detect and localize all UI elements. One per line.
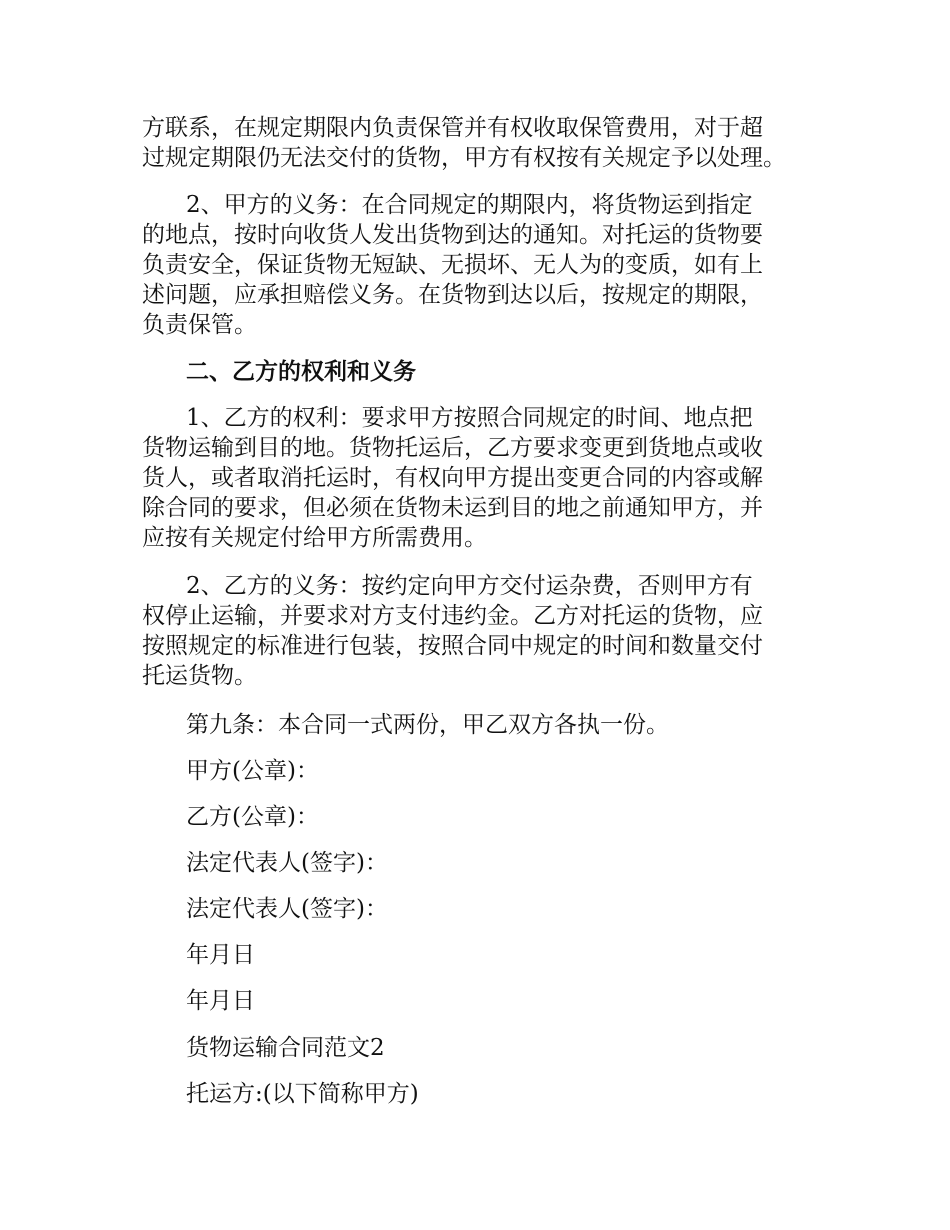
text-line: 托运货物。: [142, 663, 257, 689]
text-line: 权停止运输，并要求对方支付违约金。乙方对托运的货物，应: [142, 603, 763, 629]
paragraph-party-a-obligations: [142, 190, 822, 340]
text-line: 货人，或者取消托运时，有权向甲方提出变更合同的内容或解: [142, 465, 763, 491]
sample-contract-title: 货物运输合同范文2: [186, 1035, 385, 1061]
article-nine: 第九条：本合同一式两份，甲乙双方各执一份。: [186, 712, 669, 738]
paragraph-party-b-rights: [142, 403, 822, 553]
text-line: 方联系，在规定期限内负责保管并有权收取保管费用，对于超: [142, 115, 763, 141]
date-line-a: 年月日: [186, 942, 255, 968]
date-line-b: 年月日: [186, 988, 255, 1014]
party-b-seal-line: 乙方(公章)：: [186, 804, 319, 830]
shipper-line: 托运方:(以下简称甲方): [186, 1081, 419, 1107]
text-line: 的地点，按时向收货人发出货物到达的通知。对托运的货物要: [142, 222, 763, 248]
paragraph-party-b-obligations: [142, 571, 822, 691]
text-line: 应按有关规定付给甲方所需费用。: [142, 525, 487, 551]
legal-rep-signature-b: 法定代表人(签字)：: [186, 896, 388, 922]
party-a-seal-line: 甲方(公章)：: [186, 758, 319, 784]
section-heading-party-b: 二、乙方的权利和义务: [186, 359, 416, 385]
text-line: 按照规定的标准进行包装，按照合同中规定的时间和数量交付: [142, 633, 763, 659]
text-line: 除合同的要求，但必须在货物未运到目的地之前通知甲方，并: [142, 495, 763, 521]
text-line: 货物运输到目的地。货物托运后，乙方要求变更到货地点或收: [142, 435, 763, 461]
text-line: 2、甲方的义务：在合同规定的期限内，将货物运到指定: [186, 192, 753, 218]
text-line: 1、乙方的权利：要求甲方按照合同规定的时间、地点把: [186, 405, 753, 431]
text-line: 述问题，应承担赔偿义务。在货物到达以后，按规定的期限，: [142, 282, 763, 308]
text-line: 负责保管。: [142, 312, 257, 338]
paragraph-storage-clause: [142, 113, 822, 173]
text-line: 过规定期限仍无法交付的货物，甲方有权按有关规定予以处理。: [142, 145, 786, 171]
text-line: 2、乙方的义务：按约定向甲方交付运杂费，否则甲方有: [186, 573, 753, 599]
legal-rep-signature-a: 法定代表人(签字)：: [186, 850, 388, 876]
text-line: 负责安全，保证货物无短缺、无损坏、无人为的变质，如有上: [142, 252, 763, 278]
